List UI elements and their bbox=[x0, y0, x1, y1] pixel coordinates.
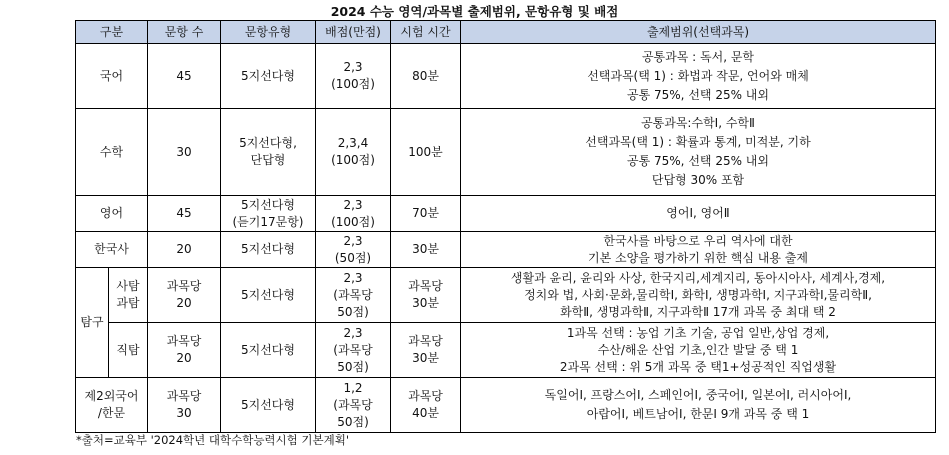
sub-category: 직탐 bbox=[109, 323, 148, 378]
score-cell: 2,3 (100점) bbox=[316, 196, 391, 232]
time-cell: 70분 bbox=[391, 196, 461, 232]
range-cell: 공통과목:수학Ⅰ, 수학Ⅱ 선택과목(택 1) : 확률과 통계, 미적분, 기하 공통 75%, 선택 25% 내외 단답형 30% 포함 bbox=[461, 109, 936, 196]
subject-name: 수학 bbox=[76, 109, 148, 196]
question-count: 45 bbox=[148, 196, 221, 232]
question-type: 5지선다형, 단답형 bbox=[221, 109, 316, 196]
range-cell: 독일어Ⅰ, 프랑스어Ⅰ, 스페인어Ⅰ, 중국어Ⅰ, 일본어Ⅰ, 러시아어Ⅰ, 아랍어Ⅰ, 베트남어Ⅰ, 한문Ⅰ 9개 과목 중 택 1 bbox=[461, 378, 936, 433]
question-count: 과목당 20 bbox=[148, 268, 221, 323]
score-cell: 2,3,4 (100점) bbox=[316, 109, 391, 196]
question-count: 20 bbox=[148, 232, 221, 268]
question-type: 5지선다형 bbox=[221, 378, 316, 433]
time-cell: 과목당 30분 bbox=[391, 268, 461, 323]
question-type: 5지선다형 (듣기17문항) bbox=[221, 196, 316, 232]
table-row-history bbox=[76, 232, 936, 268]
subject-name: 영어 bbox=[76, 196, 148, 232]
question-count: 45 bbox=[148, 44, 221, 109]
subject-name: 국어 bbox=[76, 44, 148, 109]
question-type: 5지선다형 bbox=[221, 232, 316, 268]
score-cell: 1,2 (과목당 50점) bbox=[316, 378, 391, 433]
header-range: 출제범위(선택과목) bbox=[461, 21, 936, 44]
range-cell: 생활과 윤리, 윤리와 사상, 한국지리,세계지리, 동아시아사, 세계사,경제, 정치와 법, 사회·문화,물리학Ⅰ, 화학Ⅰ, 생명과학Ⅰ, 지구과학Ⅰ,물리학Ⅱ, 화학Ⅱ, 생명과학Ⅱ, 지구과학Ⅱ 17개 과목 중 최대 택 2 bbox=[461, 268, 936, 323]
question-count: 30 bbox=[148, 109, 221, 196]
sub-category: 사탐 과탐 bbox=[109, 268, 148, 323]
header-category: 구분 bbox=[76, 21, 148, 44]
score-cell: 2,3 (50점) bbox=[316, 232, 391, 268]
table-row-korean bbox=[76, 44, 936, 109]
range-cell: 영어Ⅰ, 영어Ⅱ bbox=[461, 196, 936, 232]
page-title: 2024 수능 영역/과목별 출제범위, 문항유형 및 배점 bbox=[330, 4, 619, 19]
range-cell: 한국사를 바탕으로 우리 역사에 대한 기본 소양을 평가하기 위한 핵심 내용 출제 bbox=[461, 232, 936, 268]
time-cell: 80분 bbox=[391, 44, 461, 109]
score-cell: 2,3 (과목당 50점) bbox=[316, 268, 391, 323]
time-cell: 100분 bbox=[391, 109, 461, 196]
question-count: 과목당 30 bbox=[148, 378, 221, 433]
range-cell: 공통과목 : 독서, 문학 선택과목(택 1) : 화법과 작문, 언어와 매체 공통 75%, 선택 25% 내외 bbox=[461, 44, 936, 109]
table-row-social-science bbox=[76, 268, 936, 323]
question-type: 5지선다형 bbox=[221, 323, 316, 378]
table-row-vocational bbox=[76, 323, 936, 378]
score-cell: 2,3 (과목당 50점) bbox=[316, 323, 391, 378]
time-cell: 과목당 30분 bbox=[391, 323, 461, 378]
table-row-math bbox=[76, 109, 936, 196]
score-cell: 2,3 (100점) bbox=[316, 44, 391, 109]
table-header-row bbox=[76, 21, 936, 44]
exam-table bbox=[75, 20, 936, 433]
header-score: 배점(만점) bbox=[316, 21, 391, 44]
time-cell: 30분 bbox=[391, 232, 461, 268]
table-row-english bbox=[76, 196, 936, 232]
header-type: 문항유형 bbox=[221, 21, 316, 44]
range-cell: 1과목 선택 : 농업 기초 기술, 공업 일반,상업 경제, 수산/해운 산업 기초,인간 발달 중 택 1 2과목 선택 : 위 5개 과목 중 택1+성공적인 직업생활 bbox=[461, 323, 936, 378]
header-count: 문항 수 bbox=[148, 21, 221, 44]
question-count: 과목당 20 bbox=[148, 323, 221, 378]
source-footnote: *출처=교육부 '2024학년 대학수학능력시험 기본계획' bbox=[76, 433, 350, 447]
subject-name: 한국사 bbox=[76, 232, 148, 268]
time-cell: 과목당 40분 bbox=[391, 378, 461, 433]
subject-name: 제2외국어 /한문 bbox=[76, 378, 148, 433]
table-row-second-language bbox=[76, 378, 936, 433]
question-type: 5지선다형 bbox=[221, 44, 316, 109]
question-type: 5지선다형 bbox=[221, 268, 316, 323]
header-time: 시험 시간 bbox=[391, 21, 461, 44]
subject-name: 탐구 bbox=[76, 268, 109, 378]
